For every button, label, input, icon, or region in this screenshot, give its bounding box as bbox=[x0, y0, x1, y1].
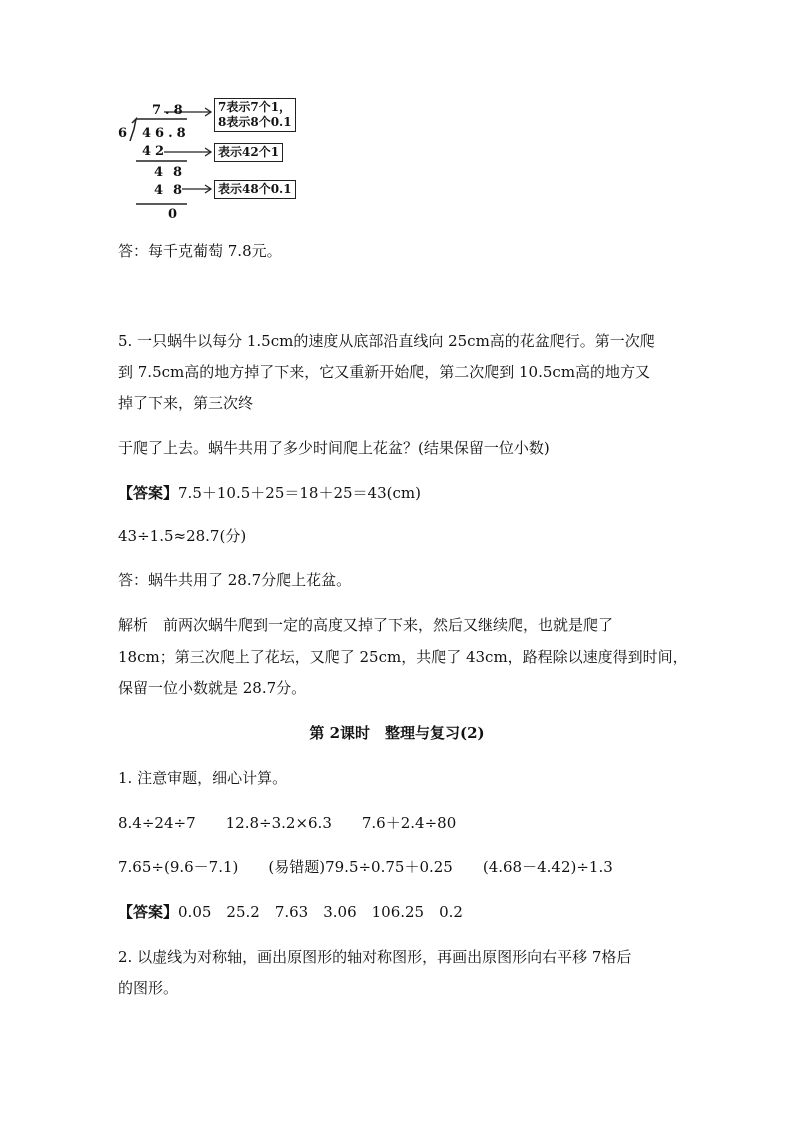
q2-line1: 2. 以虚线为对称轴，画出原图形的轴对称图形，再画出原图形向右平移 7格后 bbox=[118, 948, 632, 966]
partial-product-1: 42 bbox=[142, 144, 169, 159]
problem5-analysis-line3: 保留一位小数就是 28.7分。 bbox=[118, 679, 307, 697]
note-box-3: 表示48个0.1 bbox=[214, 180, 296, 199]
problem5-line2: 到 7.5cm高的地方掉了下来，它又重新开始爬，第二次爬到 10.5cm高的地方又 bbox=[118, 363, 651, 381]
answer-label: 【答案】 bbox=[118, 903, 179, 921]
q1-row1: 8.4÷24÷7 12.8÷3.2×6.3 7.6＋2.4÷80 bbox=[118, 814, 457, 832]
problem5-answer-line1: 【答案】7.5＋10.5＋25＝18＋25＝43(cm) bbox=[118, 484, 421, 502]
problem5-line4: 于爬了上去。蜗牛共用了多少时间爬上花盆？(结果保留一位小数) bbox=[118, 439, 550, 457]
answer-grapes: 答：每千克葡萄 7.8元。 bbox=[118, 242, 282, 260]
q1-answer: 【答案】0.05 25.2 7.63 3.06 106.25 0.2 bbox=[118, 903, 463, 921]
q1-row2: 7.65÷(9.6－7.1) (易错题)79.5÷0.75＋0.25 (4.68－4.42)÷1.3 bbox=[118, 858, 613, 876]
problem5-answer-line3: 答：蜗牛共用了 28.7分爬上花盆。 bbox=[118, 571, 352, 589]
lesson-title: 第 2课时 整理与复习(2) bbox=[309, 724, 485, 742]
problem5-line3: 掉了下来，第三次终 bbox=[118, 394, 254, 412]
problem5-analysis-line2: 18cm；第三次爬上了花坛，又爬了 25cm，共爬了 43cm，路程除以速度得到时间， bbox=[118, 648, 688, 666]
answer-label: 【答案】 bbox=[118, 484, 179, 502]
problem5-line1: 5. 一只蜗牛以每分 1.5cm的速度从底部沿直线向 25cm高的花盆爬行。第一次爬 bbox=[118, 332, 655, 350]
note-box-1: 7表示7个1， 8表示8个0.1 bbox=[214, 98, 296, 132]
final-remainder: 0 bbox=[168, 207, 182, 222]
q1-title: 1. 注意审题，细心计算。 bbox=[118, 769, 288, 787]
dividend: 46.8 bbox=[142, 126, 190, 141]
partial-remainder: 48 bbox=[154, 165, 193, 180]
problem5-analysis-line1: 解析 前两次蜗牛爬到一定的高度又掉了下来，然后又继续爬，也就是爬了 bbox=[118, 616, 614, 634]
q2-line2: 的图形。 bbox=[118, 979, 179, 997]
quotient: 7.8 bbox=[152, 103, 187, 118]
partial-product-2: 48 bbox=[154, 183, 193, 198]
divisor: 6 bbox=[118, 126, 132, 141]
long-division-diagram bbox=[112, 95, 312, 227]
note-box-2: 表示42个1 bbox=[214, 143, 283, 162]
problem5-answer-line2: 43÷1.5≈28.7(分) bbox=[118, 527, 247, 545]
